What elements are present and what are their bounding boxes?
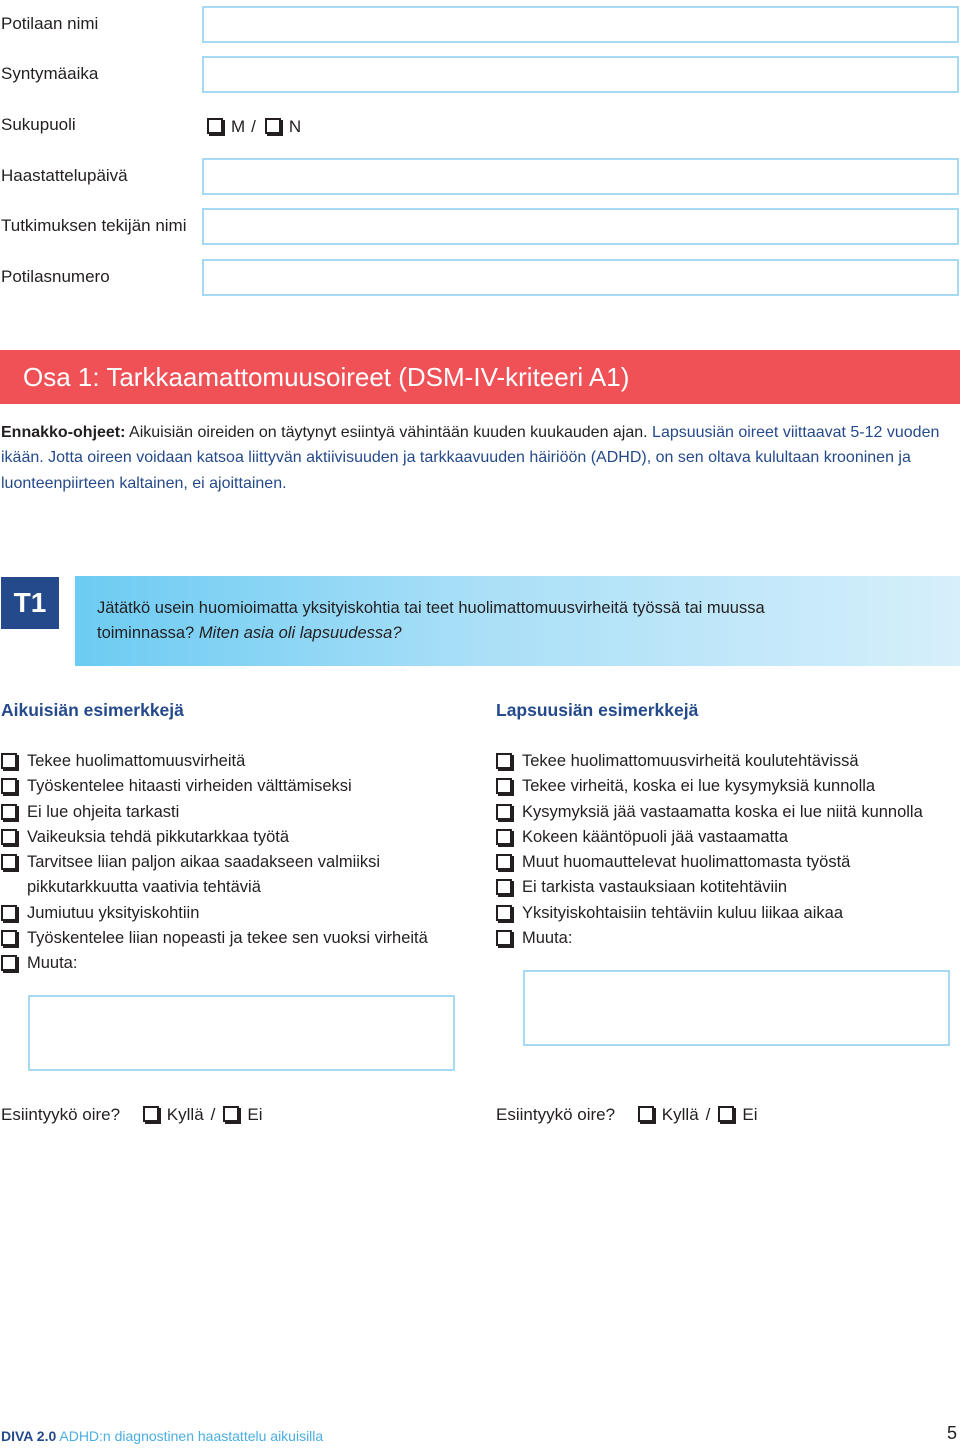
symptom-present-label: Esiintyykö oire? xyxy=(496,1105,616,1124)
field-label: Potilasnumero xyxy=(1,267,110,286)
item-checkbox[interactable] xyxy=(1,854,17,870)
footer-subtitle: ADHD:n diagnostinen haastattelu aikuisilla xyxy=(56,1428,324,1444)
adult-no-checkbox[interactable] xyxy=(223,1106,239,1122)
list-item xyxy=(495,875,959,900)
field-row-patient-number xyxy=(0,257,960,297)
birthdate-input[interactable] xyxy=(202,56,959,93)
item-checkbox[interactable] xyxy=(496,829,512,845)
item-label: Muut huomauttelevat huolimattomasta työstä xyxy=(522,853,851,872)
yes-label: Kyllä xyxy=(661,1105,699,1124)
list-item xyxy=(0,901,470,926)
interview-date-input[interactable] xyxy=(202,158,959,195)
item-label: Jumiutuu yksityiskohtiin xyxy=(27,903,200,922)
item-checkbox[interactable] xyxy=(496,804,512,820)
question-childhood-text: Miten asia oli lapsuudessa? xyxy=(198,624,402,642)
field-label: Potilaan nimi xyxy=(1,14,99,33)
question-number-badge: T1 xyxy=(1,577,59,629)
item-checkbox[interactable] xyxy=(1,829,17,845)
list-item xyxy=(0,749,470,774)
sex-options xyxy=(207,115,301,139)
instructions-childhood-age: Lapsuusiän oireet viittaavat 5-12 vuoden ikään. xyxy=(1,424,940,467)
item-checkbox[interactable] xyxy=(1,804,17,820)
adult-symptom-present xyxy=(1,1103,263,1127)
page-number: 5 xyxy=(946,1423,957,1443)
adult-yes-checkbox[interactable] xyxy=(143,1106,159,1122)
item-label: Ei tarkista vastauksiaan kotitehtäviin xyxy=(522,878,788,897)
child-examples-list xyxy=(495,749,959,951)
field-row-researcher-name xyxy=(0,206,960,246)
no-label: Ei xyxy=(247,1105,263,1124)
item-label: Tekee huolimattomuusvirheitä xyxy=(27,752,246,770)
item-checkbox[interactable] xyxy=(496,854,512,870)
list-item xyxy=(0,825,470,850)
footer xyxy=(1,1426,323,1446)
item-label: Ei lue ohjeita tarkasti xyxy=(27,802,180,821)
section-title: Osa 1: Tarkkaamattomuusoireet (DSM-IV-kriteeri A1) xyxy=(23,362,630,392)
list-item xyxy=(495,901,959,926)
list-item xyxy=(0,926,470,951)
list-item xyxy=(495,749,959,774)
list-item xyxy=(0,850,420,901)
patient-number-input[interactable] xyxy=(202,259,959,296)
field-label: Haastattelupäivä xyxy=(1,166,128,185)
child-no-checkbox[interactable] xyxy=(718,1106,734,1122)
sex-m-checkbox[interactable] xyxy=(207,118,223,134)
list-item xyxy=(0,774,470,799)
item-checkbox[interactable] xyxy=(1,753,17,769)
list-item xyxy=(495,825,959,850)
symptom-present-label: Esiintyykö oire? xyxy=(1,1105,121,1124)
field-row-birthdate xyxy=(0,54,960,94)
sex-n-checkbox[interactable] xyxy=(265,118,281,134)
item-label: Muuta: xyxy=(522,929,573,948)
separator: / xyxy=(210,1105,216,1124)
question-main-text: Jätätkö usein huomioimatta yksityiskohtia tai teet huolimattomuusvirheitä työssä tai muussa toiminnassa? xyxy=(97,599,765,642)
item-checkbox[interactable] xyxy=(496,905,512,921)
list-item xyxy=(0,951,470,976)
yes-label: Kyllä xyxy=(166,1105,204,1124)
adult-examples-heading: Aikuisiän esimerkkejä xyxy=(1,700,184,720)
list-item xyxy=(495,926,959,951)
list-item xyxy=(495,850,959,875)
child-symptom-present xyxy=(496,1103,758,1127)
child-examples-heading: Lapsuusiän esimerkkejä xyxy=(496,700,699,720)
separator: / xyxy=(251,117,256,136)
item-label: Kokeen kääntöpuoli jää vastaamatta xyxy=(522,827,789,846)
item-label: Työskentelee hitaasti virheiden välttämiseksi xyxy=(27,777,352,796)
child-other-textbox[interactable] xyxy=(523,970,950,1046)
list-item xyxy=(495,774,959,799)
field-row-patient-name xyxy=(0,4,960,44)
item-checkbox[interactable] xyxy=(496,879,512,895)
question-box xyxy=(75,576,960,666)
instructions-lead: Ennakko-ohjeet: xyxy=(1,424,126,441)
item-label: Kysymyksiä jää vastaamatta koska ei lue niitä kunnolla xyxy=(522,802,923,821)
item-label: Tekee huolimattomuusvirheitä koulutehtävissä xyxy=(522,752,859,770)
adult-other-textbox[interactable] xyxy=(28,995,455,1071)
item-checkbox[interactable] xyxy=(1,778,17,794)
item-checkbox[interactable] xyxy=(1,905,17,921)
instructions-criteria: Jotta oireen voidaan katsoa liittyvän aktiivisuuden ja tarkkaavuuden häiriöön (ADHD), on sen oltava kulultaan krooninen ja luonteenpiirteen kaltainen, ei ajoittainen. xyxy=(1,449,911,492)
item-label: Tarvitsee liian paljon aikaa saadakseen valmiiksi pikkutarkkuutta vaativia tehtäviä xyxy=(27,853,381,897)
separator: / xyxy=(705,1105,711,1124)
instructions-text: Aikuisiän oireiden on täytynyt esiintyä vähintään kuuden kuukauden ajan. xyxy=(125,424,648,441)
item-label: Yksityiskohtaisiin tehtäviin kuluu liikaa aikaa xyxy=(522,903,843,922)
item-checkbox[interactable] xyxy=(496,930,512,946)
list-item xyxy=(495,800,959,825)
item-label: Vaikeuksia tehdä pikkutarkkaa työtä xyxy=(27,827,290,846)
researcher-name-input[interactable] xyxy=(202,208,959,245)
sex-m-label: M xyxy=(231,117,246,136)
sex-n-label: N xyxy=(288,117,302,136)
field-row-sex xyxy=(0,105,960,145)
item-label: Työskentelee liian nopeasti ja tekee sen vuoksi virheitä xyxy=(27,929,428,948)
adult-examples-list xyxy=(0,749,470,977)
item-checkbox[interactable] xyxy=(1,955,17,971)
item-checkbox[interactable] xyxy=(1,930,17,946)
item-label: Tekee virheitä, koska ei lue kysymyksiä kunnolla xyxy=(522,777,876,796)
list-item xyxy=(0,800,470,825)
patient-name-input[interactable] xyxy=(202,6,959,43)
item-label: Muuta: xyxy=(27,954,78,973)
field-label: Sukupuoli xyxy=(1,115,76,134)
instructions-paragraph xyxy=(1,420,956,496)
child-yes-checkbox[interactable] xyxy=(638,1106,654,1122)
field-label: Syntymäaika xyxy=(1,64,99,83)
section-banner xyxy=(0,350,960,404)
question-text xyxy=(97,596,837,646)
item-checkbox[interactable] xyxy=(496,753,512,769)
footer-brand: DIVA 2.0 xyxy=(1,1428,57,1444)
no-label: Ei xyxy=(742,1105,758,1124)
field-row-interview-date xyxy=(0,156,960,196)
item-checkbox[interactable] xyxy=(496,778,512,794)
field-label: Tutkimuksen tekijän nimi xyxy=(1,216,187,235)
